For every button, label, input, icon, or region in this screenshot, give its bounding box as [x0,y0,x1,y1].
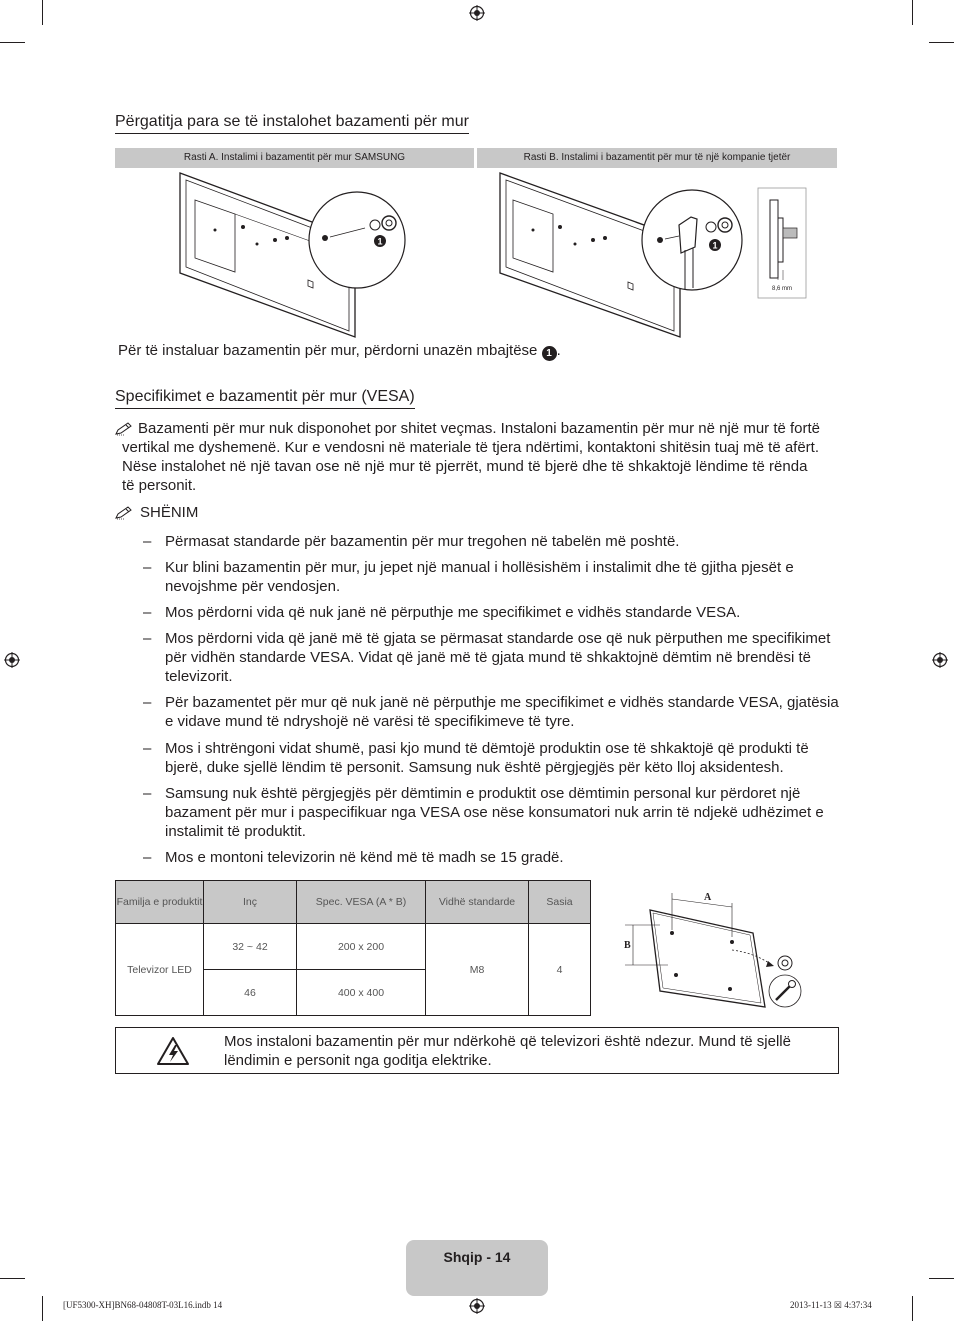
section-title-preparation: Përgatitja para se të instalohet bazamenti për mur [115,113,469,134]
table-cell-inch: 46 [204,970,297,1016]
warning-electric-icon [156,1036,190,1066]
table-header-cell: Vidhë standarde [426,881,529,924]
dimension-label: 8,6 mm [771,286,793,292]
warning-box [115,1027,839,1074]
warning-text: Mos instaloni bazamentin për mur ndërkohë që televizori është ndezur. Mund të sjellë lëndimin e personit nga goditja elektrike. [224,1033,791,1069]
crop-mark [912,0,913,25]
table-header-cell: Sasia [529,881,591,924]
table-cell-screw: M8 [426,924,529,1016]
file-slug: [UF5300-XH]BN68-04808T-03L16.indb 14 [63,1300,223,1310]
table-cell-vesa: 400 x 400 [297,970,426,1016]
crop-mark [0,42,25,43]
note-pencil-icon [115,506,133,520]
page-number: Shqip - 14 [443,1249,511,1265]
callout-number: 1 [542,346,557,361]
instruction-text: Për të instaluar bazamentin për mur, përdorni unazën mbajtëse 1 . [118,342,561,359]
dimension-a-label: A [704,892,712,903]
note-paragraph: Bazamenti për mur nuk disponohet por shitet veçmas. Instaloni bazamentin për mur në një mur të fortë vertikal me dyshemenë. Kur e vendosni në materiale të tjera ndërtimi, kontaktoni shitësin tuaj më të afërt. Nëse instalohet në një tavan ose në një mur të pjerrët, mund të bjerë dhe të shkaktojë lëndime të rënda të personit. [122,420,821,494]
crop-mark [929,42,954,43]
case-a-illustration [175,170,475,340]
crop-mark [929,1278,954,1279]
crop-mark [0,1278,25,1279]
crop-mark [42,0,43,25]
case-b-header: Rasti B. Instalimi i bazamentit për mur të një kompanie tjetër [477,148,837,168]
registration-mark-icon [469,1298,485,1314]
table-cell-inch: 32 ~ 42 [204,924,297,970]
table-header-cell: Spec. VESA (A * B) [297,881,426,924]
date-slug: 2013-11-13 ☒ 4:37:34 [790,1300,872,1310]
table-header-cell: Inç [204,881,297,924]
dimension-b-label: B [624,940,631,951]
table-header-cell: Familja e produktit [116,881,204,924]
table-header-row [116,881,591,924]
table-cell-vesa: 200 x 200 [297,924,426,970]
case-b-illustration [495,170,815,340]
note-label: SHËNIM [140,504,199,521]
crop-mark [42,1296,43,1321]
vesa-dimension-diagram [620,885,810,1010]
registration-mark-icon [4,652,20,668]
page-number-tab [406,1240,548,1296]
crop-mark [912,1296,913,1321]
callout-number: 1 [377,236,383,247]
callout-number: 1 [712,240,718,251]
table-cell-family: Televizor LED [116,924,204,1016]
vesa-spec-table [115,880,591,1016]
registration-mark-icon [469,5,485,21]
table-row [116,924,591,970]
case-a-header: Rasti A. Instalimi i bazamentit për mur SAMSUNG [115,148,474,168]
registration-mark-icon [932,652,948,668]
table-cell-qty: 4 [529,924,591,1016]
section-title-vesa: Specifikimet e bazamentit për mur (VESA) [115,388,415,409]
